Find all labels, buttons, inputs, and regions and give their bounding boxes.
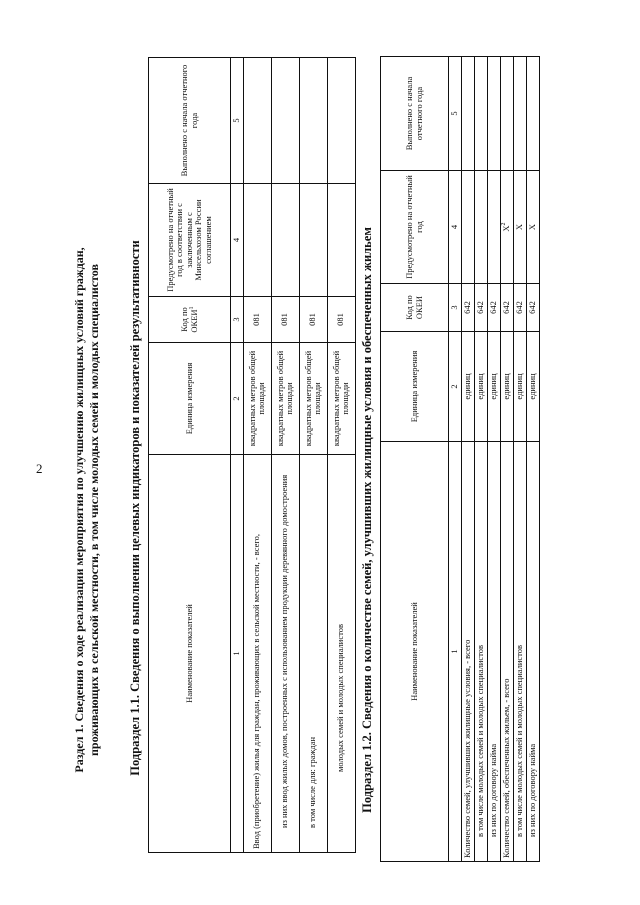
row-done [513, 57, 526, 171]
row-unit: квадратных метров общей площади [327, 343, 355, 455]
row-code: 642 [461, 284, 474, 332]
table-row [243, 58, 271, 853]
row-code: 081 [243, 297, 271, 343]
row-done [526, 57, 539, 171]
row-code: 081 [271, 297, 299, 343]
row-unit: единиц [500, 332, 513, 442]
subsection-1-1-title-wrap [128, 158, 143, 858]
row-done [299, 58, 327, 184]
row-done [271, 58, 299, 184]
header-done: Выполнено с начала отчетного года [381, 57, 449, 171]
table-row [487, 57, 500, 862]
row-unit: единиц [474, 332, 487, 442]
row-planned [474, 171, 487, 284]
col-number: 5 [449, 57, 462, 171]
section-title-line1: Раздел 1. Сведения о ходе реализации мероприятия по улучшению жилищных условий граждан, [72, 247, 86, 773]
row-name: Количество семей, улучшивших жилищные условия, - всего [461, 442, 474, 862]
row-unit: единиц [526, 332, 539, 442]
row-name: из них по договору найма [487, 442, 500, 862]
indicators-table-wrap [148, 57, 356, 853]
header-done: Выполнено с начала отчетного года [149, 58, 231, 184]
row-name: из них по договору найма [526, 442, 539, 862]
table-row [474, 57, 487, 862]
row-name: Количество семей, обеспеченных жильем, - всего [500, 442, 513, 862]
row-done [487, 57, 500, 171]
row-planned: Х [513, 171, 526, 284]
row-planned: $Х^2$ [500, 171, 513, 284]
row-planned [271, 184, 299, 297]
row-code: 642 [474, 284, 487, 332]
col-number: 4 [231, 184, 244, 297]
row-planned [243, 184, 271, 297]
indicators-table [148, 57, 356, 853]
subsection-1-2-title: Подраздел 1.2. Сведения о количестве семей, улучшивших жилищные условия и обеспеченных жильем [360, 227, 374, 813]
row-name: в том числе молодых семей и молодых специалистов [474, 442, 487, 862]
table-row [327, 58, 355, 853]
row-done [243, 58, 271, 184]
header-unit: Единица измерения [381, 332, 449, 442]
col-number: 5 [231, 58, 244, 184]
table-row [513, 57, 526, 862]
row-unit: квадратных метров общей площади [299, 343, 327, 455]
row-done [327, 58, 355, 184]
row-planned [299, 184, 327, 297]
col-number: 2 [449, 332, 462, 442]
col-number: 3 [231, 297, 244, 343]
row-name: Ввод (приобретение) жилья для граждан, проживающих в сельской местности, - всего, [243, 455, 271, 853]
row-code: 642 [487, 284, 500, 332]
header-planned: Предусмотрено на отчетный год в соответствии с заключенным с Минсельхозом России соглашением [149, 184, 231, 297]
row-code: 081 [327, 297, 355, 343]
row-planned: Х [526, 171, 539, 284]
col-number: 4 [449, 171, 462, 284]
row-planned [327, 184, 355, 297]
subsection-1-2-title-wrap [360, 170, 375, 870]
header-unit: Единица измерения [149, 343, 231, 455]
families-table [380, 56, 540, 862]
row-name: в том числе для: граждан [299, 455, 327, 853]
col-number: 3 [449, 284, 462, 332]
row-code: 642 [513, 284, 526, 332]
header-planned: Предусмотрено на отчетный год [381, 171, 449, 284]
row-code: 642 [526, 284, 539, 332]
row-unit: квадратных метров общей площади [271, 343, 299, 455]
header-code: Код по ОКЕИ [381, 284, 449, 332]
row-planned [461, 171, 474, 284]
row-unit: единиц [487, 332, 500, 442]
col-number: 1 [231, 455, 244, 853]
table-row [461, 57, 474, 862]
table-row [526, 57, 539, 862]
page-number: 2 [36, 461, 43, 476]
row-code: 081 [299, 297, 327, 343]
header-name: Наименование показателей [381, 442, 449, 862]
table-row [299, 58, 327, 853]
col-number: 1 [449, 442, 462, 862]
row-done [461, 57, 474, 171]
row-code: 642 [500, 284, 513, 332]
section-title-line2: проживающих в сельской местности, в том числе молодых семей и молодых специалистов [87, 264, 101, 756]
families-table-wrap [380, 56, 540, 862]
row-unit: единиц [513, 332, 526, 442]
header-code: Код по ОКЕИ$^1$ [149, 297, 231, 343]
row-name: в том числе молодых семей и молодых специалистов [513, 442, 526, 862]
section-title [72, 150, 102, 870]
row-unit: квадратных метров общей площади [243, 343, 271, 455]
row-done [500, 57, 513, 171]
col-number: 2 [231, 343, 244, 455]
row-unit: единиц [461, 332, 474, 442]
table-row [271, 58, 299, 853]
row-planned [487, 171, 500, 284]
header-name: Наименование показателей [149, 455, 231, 853]
table-row [500, 57, 513, 862]
row-name: из них ввод жилых домов, построенных с использованием продукции деревянного домостроения [271, 455, 299, 853]
row-done [474, 57, 487, 171]
row-name: молодых семей и молодых специалистов [327, 455, 355, 853]
subsection-1-1-title: Подраздел 1.1. Сведения о выполнении целевых индикаторов и показателей результативности [128, 240, 142, 776]
